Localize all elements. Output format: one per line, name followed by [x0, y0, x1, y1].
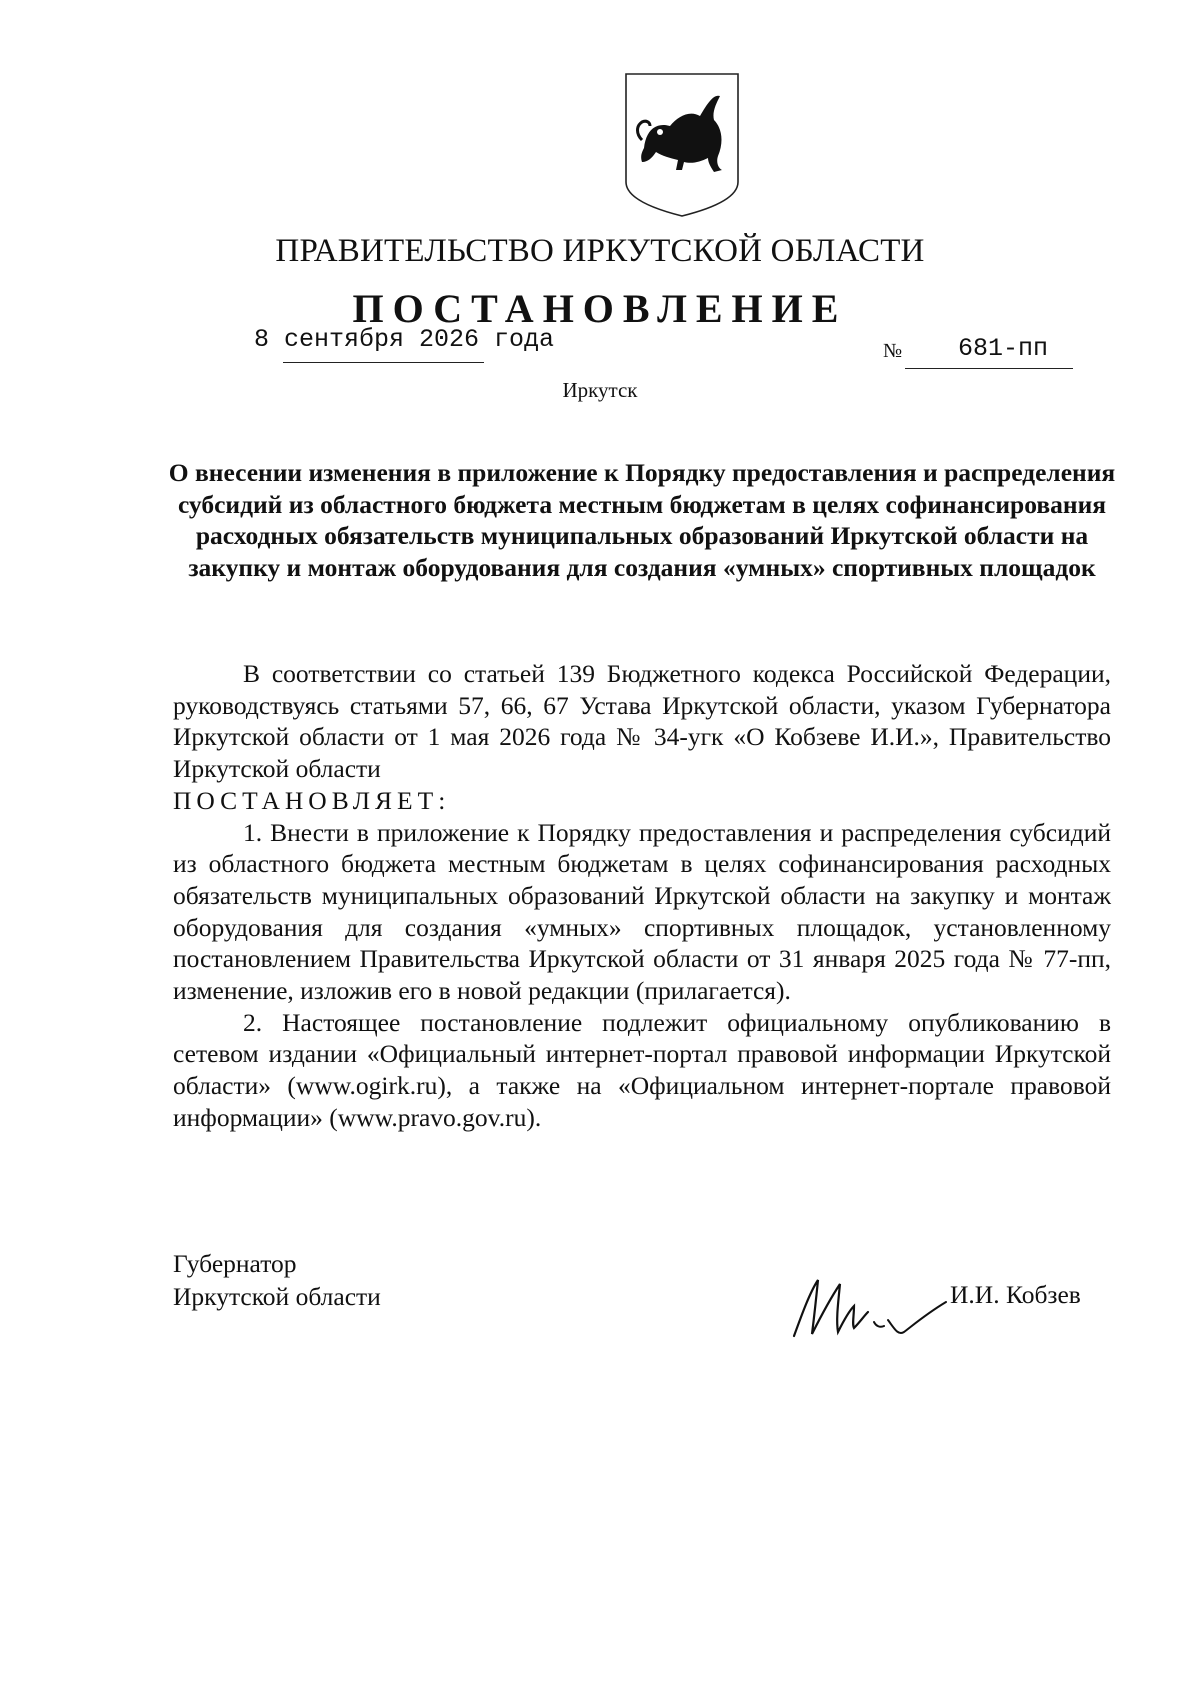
- document-type: ПОСТАНОВЛЕНИЕ: [352, 286, 848, 331]
- city: Иркутск: [562, 378, 638, 402]
- signatory-position: [173, 1247, 381, 1313]
- item-1: 1. Внести в приложение к Порядку предоставления и распределения субсидий из областного бюджета местным бюджетам в целях софинансирования расходных обязательств муниципальных образований Иркутской области на закупку и монтаж оборудования для создания «умных» спортивных площадок, установленному постановлением Правительства Иркутской области от 31 января 2025 года № 77-пп, изменение, изложив его в новой редакции (прилагается).: [173, 817, 1111, 1006]
- date-underline: [283, 362, 484, 363]
- position-line-2: Иркутской области: [173, 1282, 381, 1311]
- position-line-1: Губернатор: [173, 1249, 297, 1278]
- number-label: №: [883, 340, 903, 362]
- document-title: О внесении изменения в приложение к Порядку предоставления и распределения субсидий из областного бюджета местным бюджетам в целях софинансирования расходных обязательств муниципальных образований Иркутской области на закупку и монтаж оборудования для создания «умных» спортивных площадок: [168, 458, 1116, 582]
- coat-of-arms-icon: [622, 70, 742, 220]
- organization-title: ПРАВИТЕЛЬСТВО ИРКУТСКОЙ ОБЛАСТИ: [275, 233, 925, 269]
- signatory-name: И.И. Кобзев: [950, 1280, 1081, 1309]
- document-body: [173, 658, 1111, 1134]
- handwritten-signature: [788, 1262, 968, 1344]
- document-number: 681-пп: [958, 334, 1049, 363]
- item-2: 2. Настоящее постановление подлежит официальному опубликованию в сетевом издании «Официальный интернет-портал правовой информации Иркутской области» (www.ogirk.ru), а также на «Официальном интернет-портале правовой информации» (www.pravo.gov.ru).: [173, 1007, 1111, 1132]
- document-date: 8 сентября 2026 года: [254, 325, 555, 354]
- preamble: В соответствии со статьей 139 Бюджетного кодекса Российской Федерации, руководствуясь статьями 57, 66, 67 Устава Иркутской области, указом Губернатора Иркутской области от 1 мая 2026 года № 34-угк «О Кобзеве И.И.», Правительство Иркутской области: [173, 659, 1111, 784]
- decree-word: ПОСТАНОВЛЯЕТ:: [173, 785, 451, 815]
- number-underline: [905, 368, 1073, 369]
